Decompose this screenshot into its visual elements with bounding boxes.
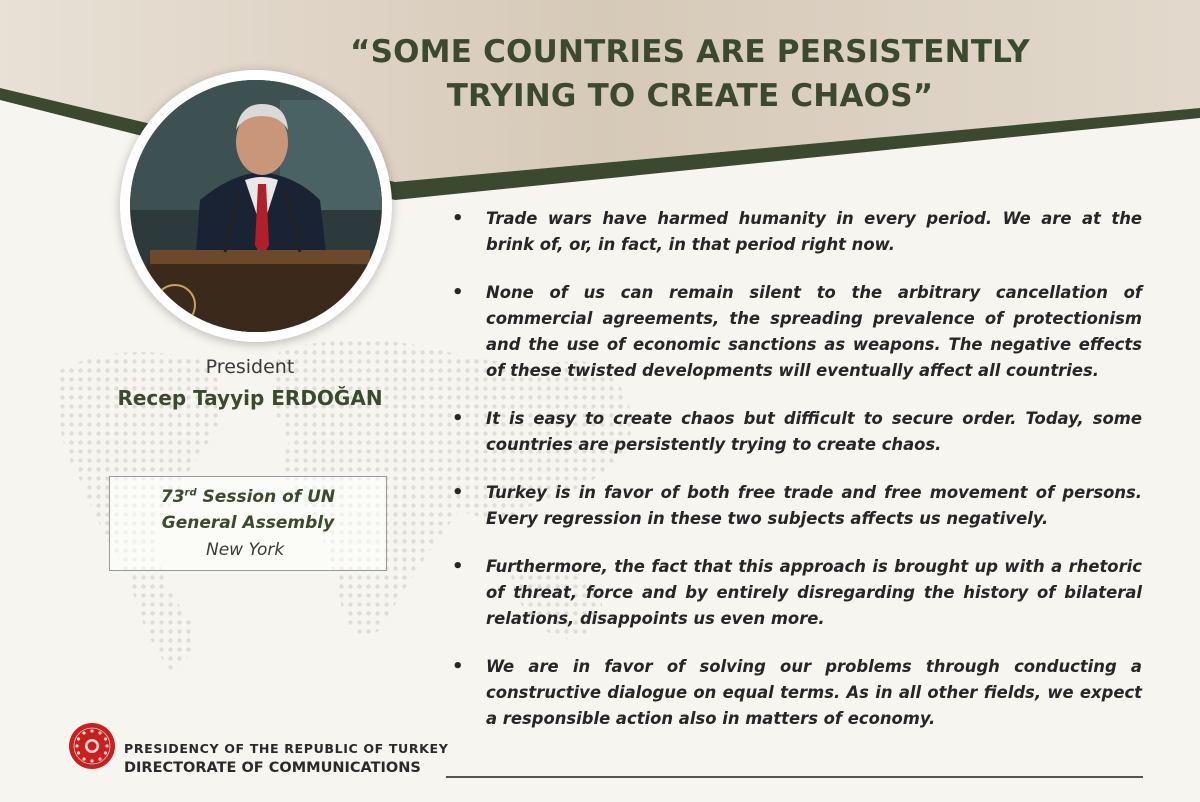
headline (300, 30, 1080, 118)
speaker-title: President (205, 356, 295, 378)
portrait-frame (120, 70, 392, 342)
quote-bullet: • Trade wars have harmed humanity in every period. We are at the brink of, or, in fact, in that period right now. (450, 206, 1142, 258)
quote-bullet: • Turkey is in favor of both free trade and free movement of persons. Every regression in these two subjects affects us negatively. (450, 480, 1142, 532)
quote-bullet: • We are in favor of solving our problems through conducting a constructive dialogue on equal terms. As in all other fields, we expect a responsible action also in matters of economy. (450, 654, 1142, 732)
quote-bullets (450, 206, 1142, 754)
session-number: 73 (160, 487, 185, 507)
speaker-name: Recep Tayyip ERDOĞAN (117, 386, 383, 410)
session-title-rest: Session of UN (196, 487, 336, 507)
org-name-line-2: DIRECTORATE OF COMMUNICATIONS (124, 760, 421, 776)
quote-bullet: • None of us can remain silent to the arbitrary cancellation of commercial agreements, the spreading prevalence of protectionism and the use of economic sanctions as weapons. The negative effects of these twisted developments will eventually affect all countries. (450, 280, 1142, 384)
bottom-divider (446, 776, 1143, 778)
session-title (110, 487, 386, 507)
session-box (109, 476, 387, 571)
session-ordinal: rd (184, 487, 197, 499)
headline-line-1: “SOME COUNTRIES ARE PERSISTENTLY (350, 34, 1030, 70)
speaker-photo-illustration (130, 80, 382, 332)
session-location: New York (206, 540, 285, 560)
quote-bullet: • Furthermore, the fact that this approach is brought up with a rhetoric of threat, force and by entirely disregarding the history of bilateral relations, disappoints us even more. (450, 554, 1142, 632)
presidential-seal-icon (68, 722, 116, 770)
org-name-line-1: PRESIDENCY OF THE REPUBLIC OF TURKEY (124, 741, 449, 756)
session-assembly: General Assembly (161, 513, 335, 533)
speaker-portrait (130, 80, 382, 332)
headline-line-2: TRYING TO CREATE CHAOS” (446, 78, 934, 114)
quote-bullet: • It is easy to create chaos but difficult to secure order. Today, some countries are persistently trying to create chaos. (450, 406, 1142, 458)
